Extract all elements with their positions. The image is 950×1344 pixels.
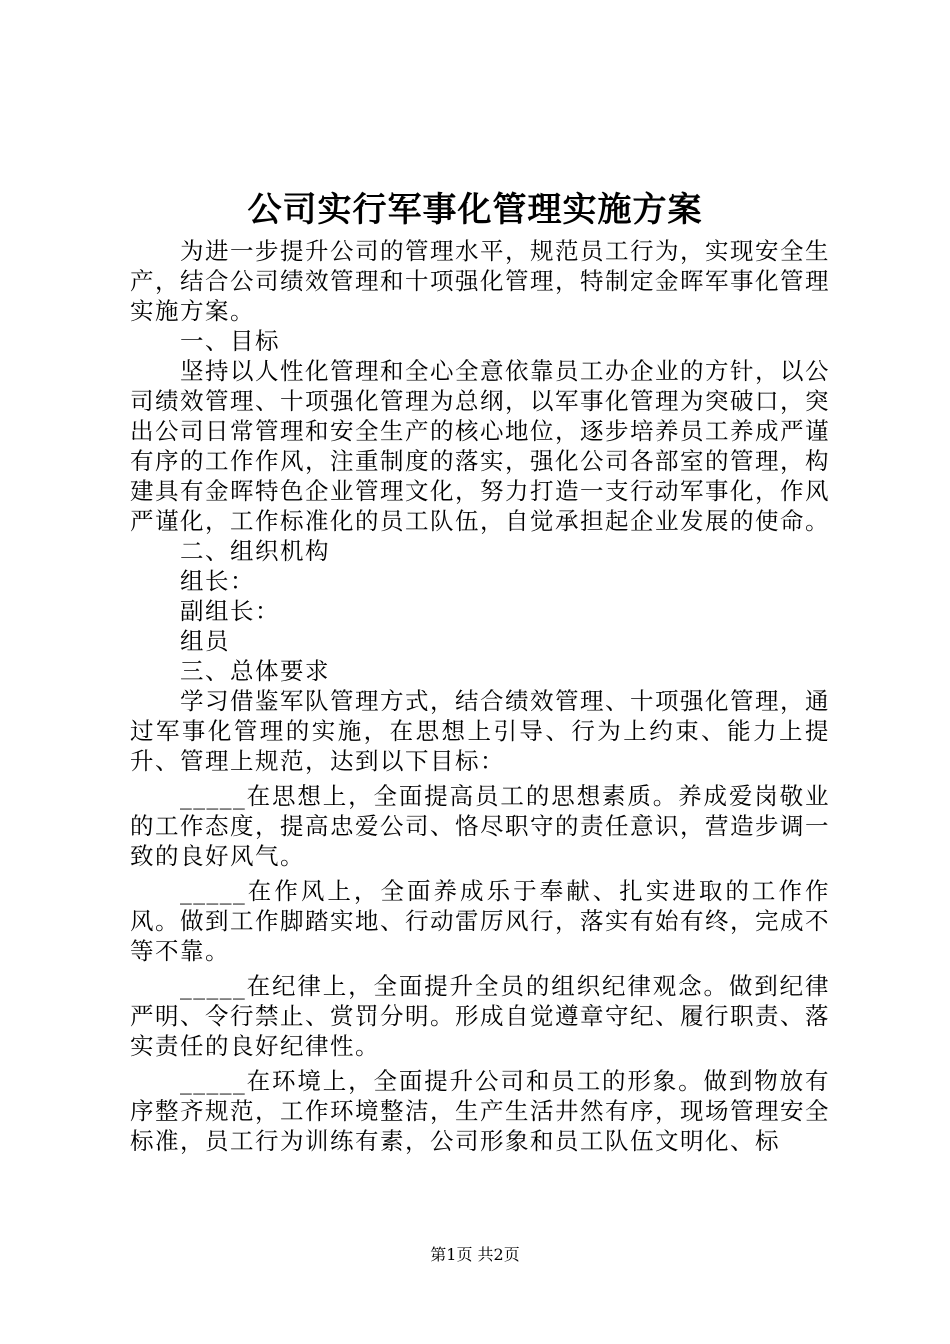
- org-leader: 组长：: [180, 567, 255, 595]
- document-title: 公司实行军事化管理实施方案: [247, 190, 703, 230]
- paragraph-goals: 坚持以人性化管理和全心全意依靠员工办企业的方针，以公司绩效管理、十项强化管理为总纲，以军事化管理为突破口，突出公司日常管理和安全生产的核心地位，逐步培养员工养成严谨有序的工作作风，注重制度的落实，强化公司各部室的管理，构建具有金晖特色企业管理文化，努力打造一支行动军事化，作风严谨化，工作标准化的员工队伍，自觉承担起企业发展的使命。: [130, 357, 830, 535]
- org-deputy-leader: 副组长：: [180, 597, 280, 625]
- goal-environment: _____在环境上，全面提升公司和员工的形象。做到物放有序整齐规范，工作环境整洁，生产生活井然有序，现场管理安全标准，员工行为训练有素，公司形象和员工队伍文明化、标: [130, 1067, 830, 1155]
- heading-requirements: 三、总体要求: [180, 657, 330, 685]
- goal-thought: _____在思想上，全面提高员工的思想素质。养成爱岗敬业的工作态度，提高忠爱公司、恪尽职守的责任意识，营造步调一致的良好风气。: [130, 782, 830, 870]
- goal-discipline: _____在纪律上，全面提升全员的组织纪律观念。做到纪律严明、令行禁止、赏罚分明。形成自觉遵章守纪、履行职责、落实责任的良好纪律性。: [130, 972, 830, 1060]
- document-body: [130, 236, 830, 1156]
- org-members: 组员: [180, 627, 230, 655]
- heading-organization: 二、组织机构: [180, 537, 330, 565]
- goal-style: _____在作风上，全面养成乐于奉献、扎实进取的工作作风。做到工作脚踏实地、行动雷厉风行，落实有始有终，完成不等不靠。: [130, 877, 830, 965]
- heading-goals: 一、目标: [180, 327, 280, 355]
- page-footer: 第1页 共2页: [430, 1245, 520, 1264]
- paragraph-requirements: 学习借鉴军队管理方式，结合绩效管理、十项强化管理，通过军事化管理的实施，在思想上引导、行为上约束、能力上提升、管理上规范，达到以下目标：: [130, 687, 830, 775]
- paragraph-intro: 为进一步提升公司的管理水平，规范员工行为，实现安全生产，结合公司绩效管理和十项强化管理，特制定金晖军事化管理实施方案。: [130, 237, 830, 325]
